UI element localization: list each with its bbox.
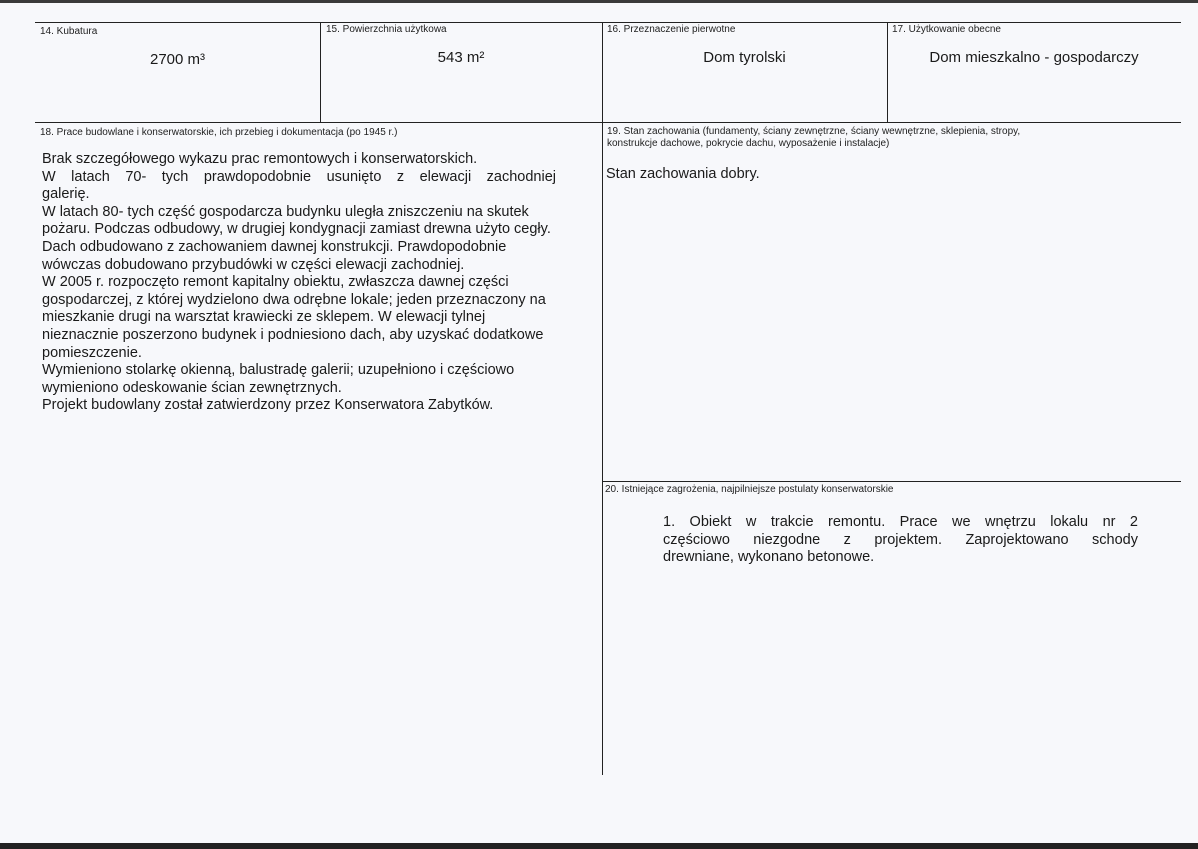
text-line: Projekt budowlany został zatwierdzony przez Konserwatora Zabytków. xyxy=(42,397,494,414)
field-label: 18. Prace budowlane i konserwatorskie, ich przebieg i dokumentacja (po 1945 r.) xyxy=(40,127,398,138)
field-label-line: 19. Stan zachowania (fundamenty, ściany zewnętrzne, ściany wewnętrzne, sklepienia, stropy, xyxy=(607,126,1021,137)
field-value: 2700 m³ xyxy=(149,51,206,68)
table-divider-col1 xyxy=(320,22,321,122)
table-divider-row1 xyxy=(35,122,1181,123)
text-line: nieznacznie poszerzono budynek i podniesiono dach, aby uzyskać dodatkowe xyxy=(42,326,544,343)
field-label: 16. Przeznaczenie pierwotne xyxy=(607,24,736,35)
table-border-top xyxy=(35,22,1181,23)
field-label-line: konstrukcje dachowe, pokrycie dachu, wyposażenie i instalacje) xyxy=(607,138,890,149)
text-line: pożaru. Podczas odbudowy, w drugiej kondygnacji zamiast drewna użyto cegły. xyxy=(42,221,551,238)
field-label: 14. Kubatura xyxy=(40,26,98,37)
text-line: W 2005 r. rozpoczęto remont kapitalny obiektu, zwłaszcza dawnej części xyxy=(42,274,509,291)
scan-edge-top xyxy=(0,0,1198,3)
field-value: Dom tyrolski xyxy=(703,49,786,66)
text-line: częściowo niezgodne z projektem. Zaprojektowano schody xyxy=(663,531,1138,548)
text-line: wymieniono odeskowanie ścian zewnętrznych. xyxy=(42,379,342,396)
text-line: Brak szczegółowego wykazu prac remontowych i konserwatorskich. xyxy=(42,151,478,167)
field-value: 543 m² xyxy=(437,49,485,66)
text-line: W latach 80- tych część gospodarcza budynku uległa zniszczeniu na skutek xyxy=(42,203,529,220)
text-line: galerię. xyxy=(42,186,90,203)
text-line: Wymieniono stolarkę okienną, balustradę galerii; uzupełniono i częściowo xyxy=(42,362,515,379)
text-line: mieszkanie drugi na warsztat krawiecki ze sklepem. W elewacji tylnej xyxy=(42,309,486,326)
table-divider-col3 xyxy=(887,22,888,122)
text-line: 1. Obiekt w trakcie remontu. Prace we wnętrzu lokalu nr 2 xyxy=(663,514,1138,530)
text-line: gospodarczej, z której wydzielono dwa odrębne lokale; jeden przeznaczony na xyxy=(42,291,546,308)
table-divider-col2 xyxy=(602,22,603,775)
field-text: Stan zachowania dobry. xyxy=(606,166,760,182)
text-line: Dach odbudowano z zachowaniem dawnej konstrukcji. Prawdopodobnie xyxy=(42,238,507,255)
text-line: pomieszczenie. xyxy=(42,344,142,361)
text-line: W latach 70- tych prawdopodobnie usunięto z elewacji zachodniej xyxy=(42,168,556,185)
field-text xyxy=(663,514,1138,567)
field-label xyxy=(607,126,1020,150)
field-value: Dom mieszkalno - gospodarczy xyxy=(929,49,1139,66)
field-label: 15. Powierzchnia użytkowa xyxy=(326,24,447,35)
text-line: drewniane, wykonano betonowe. xyxy=(663,549,875,566)
field-text xyxy=(42,151,594,415)
table-divider-f19-f20 xyxy=(602,481,1181,482)
field-label: 17. Użytkowanie obecne xyxy=(892,24,1001,35)
scan-edge-bottom xyxy=(0,843,1198,849)
field-label: 20. Istniejące zagrożenia, najpilniejsze postulaty konserwatorskie xyxy=(605,484,894,495)
text-line: wówczas dobudowano przybudówki w części elewacji zachodniej. xyxy=(42,256,465,273)
